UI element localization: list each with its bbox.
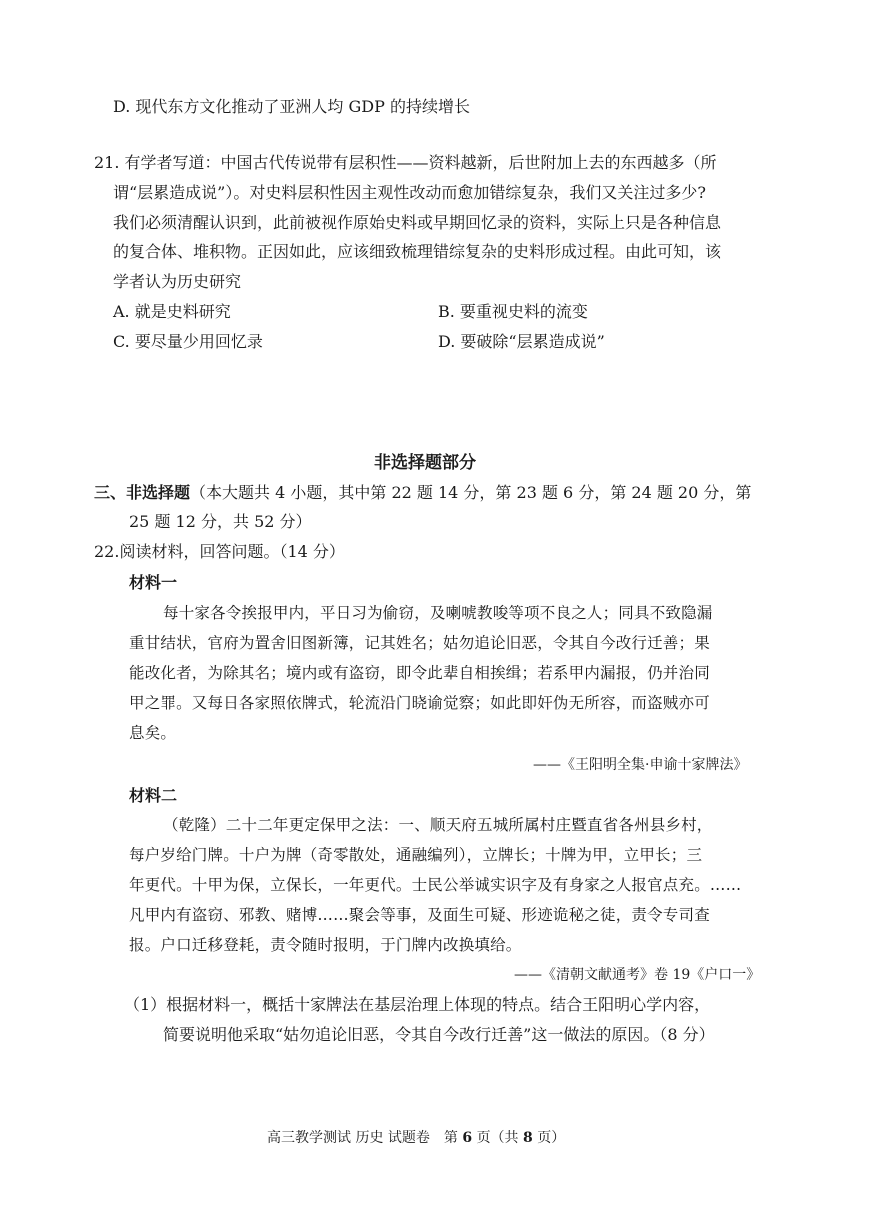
section3-label: 三、非选择题 [94,483,191,502]
q21-option-d: D. 要破除“层累造成说” [438,332,605,351]
material1-line-5: 息矣。 [129,724,177,742]
q20-option-d: D. 现代东方文化推动了亚洲人均 GDP 的持续增长 [113,97,470,116]
q21-option-b: B. 要重视史料的流变 [438,302,588,321]
q21-stem-line-4: 的复合体、堆积物。正因如此，应该细致梳理错综复杂的史料形成过程。由此可知，该 [113,242,722,261]
footer-end: 页） [537,1130,566,1146]
q22-sub1-line-2: 简要说明他采取“姑勿追论旧恶，令其自今改行迁善”这一做法的原因。（8 分） [163,1025,715,1044]
footer-of: 页（共 [476,1130,519,1146]
material2-line-2: 每户岁给门牌。十户为牌（奇零散处，通融编列），立牌长；十牌为甲，立甲长；三 [129,846,703,864]
material1-line-3: 能改化者，为除其名；境内或有盗窃，即令此辈自相挨缉；若系甲内漏报，仍并治同 [129,664,710,682]
material2-source: ——《清朝文献通考》卷 19《户口一》 [514,967,761,983]
page-footer [267,1127,565,1149]
material1-line-4: 甲之罪。又每日各家照依牌式，轮流沿门晓谕觉察；如此即奸伪无所容，而盗贼亦可 [129,694,710,712]
material1-line-2: 重甘结状，官府为置舍旧图新簿，记其姓名；姑勿追论旧恶，令其自今改行迁善；果 [129,634,710,652]
section3-line-2: 25 题 12 分，共 52 分） [129,512,312,531]
section3-line-1 [94,482,751,504]
q21-stem-line-2: 谓“层累造成说”）。对史料层积性因主观性改动而愈加错综复杂，我们又关注过多少? [113,183,706,202]
q21-stem-line-3: 我们必须清醒认识到，此前被视作原始史料或早期回忆录的资料，实际上只是各种信息 [113,213,722,232]
material1-line-1: 每十家各令挨报甲内，平日习为偷窃，及喇唬教唆等项不良之人；同具不致隐漏 [163,604,713,622]
footer-total-pages: 8 [523,1130,533,1146]
section3-desc: （本大题共 4 小题，其中第 22 题 14 分，第 23 题 6 分，第 24 题 20 分，第 [190,483,752,502]
material1-source: ——《王阳明全集·申谕十家牌法》 [533,757,748,773]
section-title: 非选择题部分 [374,453,476,473]
footer-page-number: 6 [462,1130,473,1146]
q21-stem-line-1: 21. 有学者写道：中国古代传说带有层积性——资料越新，后世附加上去的东西越多（所 [94,153,717,172]
footer-exam-title: 高三教学测试 历史 试题卷 第 [267,1130,458,1146]
material2-label: 材料二 [129,786,178,805]
material2-line-5: 报。户口迁移登耗，责令随时报明，于门牌内改换填给。 [129,936,522,954]
q21-option-a: A. 就是史料研究 [113,302,231,321]
q22-title: 22.阅读材料，回答问题。（14 分） [94,542,345,561]
material2-line-3: 年更代。十甲为保，立保长，一年更代。士民公举诚实识字及有身家之人报官点充。…… [129,876,742,894]
material1-label: 材料一 [129,573,178,592]
q22-sub1-line-1: （1）根据材料一，概括十家牌法在基层治理上体现的特点。结合王阳明心学内容， [124,995,711,1014]
q21-option-c: C. 要尽量少用回忆录 [113,332,263,351]
material2-line-1: （乾隆）二十二年更定保甲之法：一、顺天府五城所属村庄暨直省各州县乡村， [163,816,713,834]
q21-stem-line-5: 学者认为历史研究 [113,272,242,291]
material2-line-4: 凡甲内有盗窃、邪教、赌博……聚会等事，及面生可疑、形迹诡秘之徒，责令专司查 [129,906,710,924]
